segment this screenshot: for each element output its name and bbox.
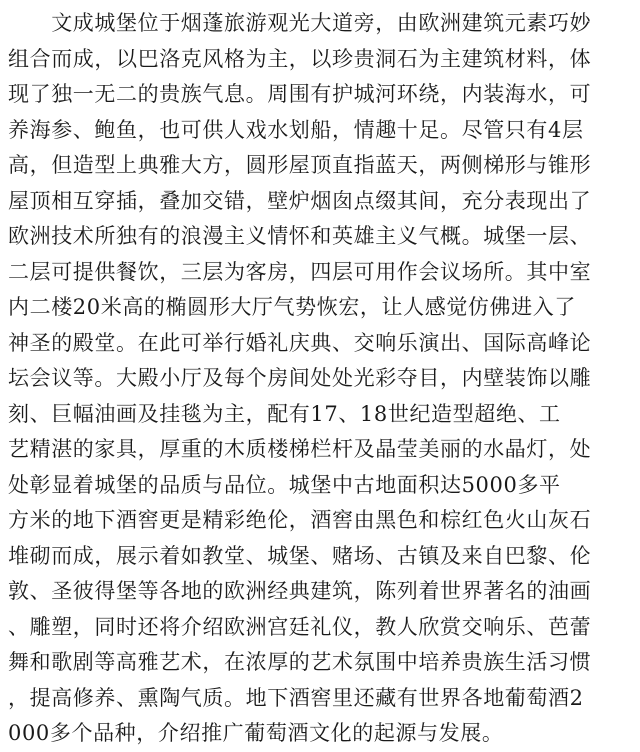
paragraph-line: 养海参、鲍鱼，也可供人戏水划船，情趣十足。尽管只有4层: [8, 117, 584, 142]
paragraph-line: ，提高修养、熏陶气质。地下酒窖里还藏有世界各地葡萄酒2: [8, 685, 584, 710]
paragraph-line: 内二楼20米高的椭圆形大厅气势恢宏，让人感觉仿佛进入了: [8, 295, 576, 319]
paragraph-line: 000多个品种，介绍推广葡萄酒文化的起源与发展。: [8, 721, 504, 745]
paragraph-line: 二层可提供餐饮，三层为客房，四层可用作会议场所。其中室: [8, 259, 592, 284]
document-body: [8, 6, 636, 752]
paragraph-line: 欧洲技术所独有的浪漫主义情怀和英雄主义气概。城堡一层、: [8, 224, 592, 248]
paragraph-line: 艺精湛的家具，厚重的木质楼梯栏杆及晶莹美丽的水晶灯，处: [8, 437, 592, 461]
paragraph-line: 刻、巨幅油画及挂毯为主，配有17、18世纪造型超绝、工: [8, 401, 561, 426]
paragraph-line: 神圣的殿堂。在此可举行婚礼庆典、交响乐演出、国际高峰论: [8, 330, 592, 355]
paragraph-line: 堆砌而成，展示着如教堂、城堡、赌场、古镇及来自巴黎、伦: [8, 543, 592, 568]
paragraph-line: 文成城堡位于烟蓬旅游观光大道旁，由欧洲建筑元素巧妙: [8, 11, 592, 35]
paragraph-line: 、雕塑，同时还将介绍欧洲宫廷礼仪，教人欣赏交响乐、芭蕾: [8, 614, 592, 639]
paragraph-line: 高，但造型上典雅大方，圆形屋顶直指蓝天，两侧梯形与锥形: [8, 153, 592, 177]
paragraph-line: 屋顶相互穿插，叠加交错，壁炉烟囱点缀其间，充分表现出了: [8, 188, 592, 213]
paragraph-line: 组合而成，以巴洛克风格为主，以珍贵洞石为主建筑材料，体: [8, 46, 592, 71]
paragraph-line: 敦、圣彼得堡等各地的欧洲经典建筑，陈列着世界著名的油画: [8, 579, 592, 603]
paragraph-line: 舞和歌剧等高雅艺术，在浓厚的艺术氛围中培养贵族生活习惯: [8, 650, 592, 674]
paragraph-line: 坛会议等。大殿小厅及每个房间处处光彩夺目，内壁装饰以雕: [8, 366, 592, 390]
paragraph-line: 现了独一无二的贵族气息。周围有护城河环绕，内装海水，可: [8, 82, 592, 106]
paragraph-line: 处彰显着城堡的品质与品位。城堡中古地面积达5000多平: [8, 472, 561, 497]
paragraph-line: 方米的地下酒窖更是精彩绝伦，酒窖由黑色和棕红色火山灰石: [8, 508, 592, 532]
